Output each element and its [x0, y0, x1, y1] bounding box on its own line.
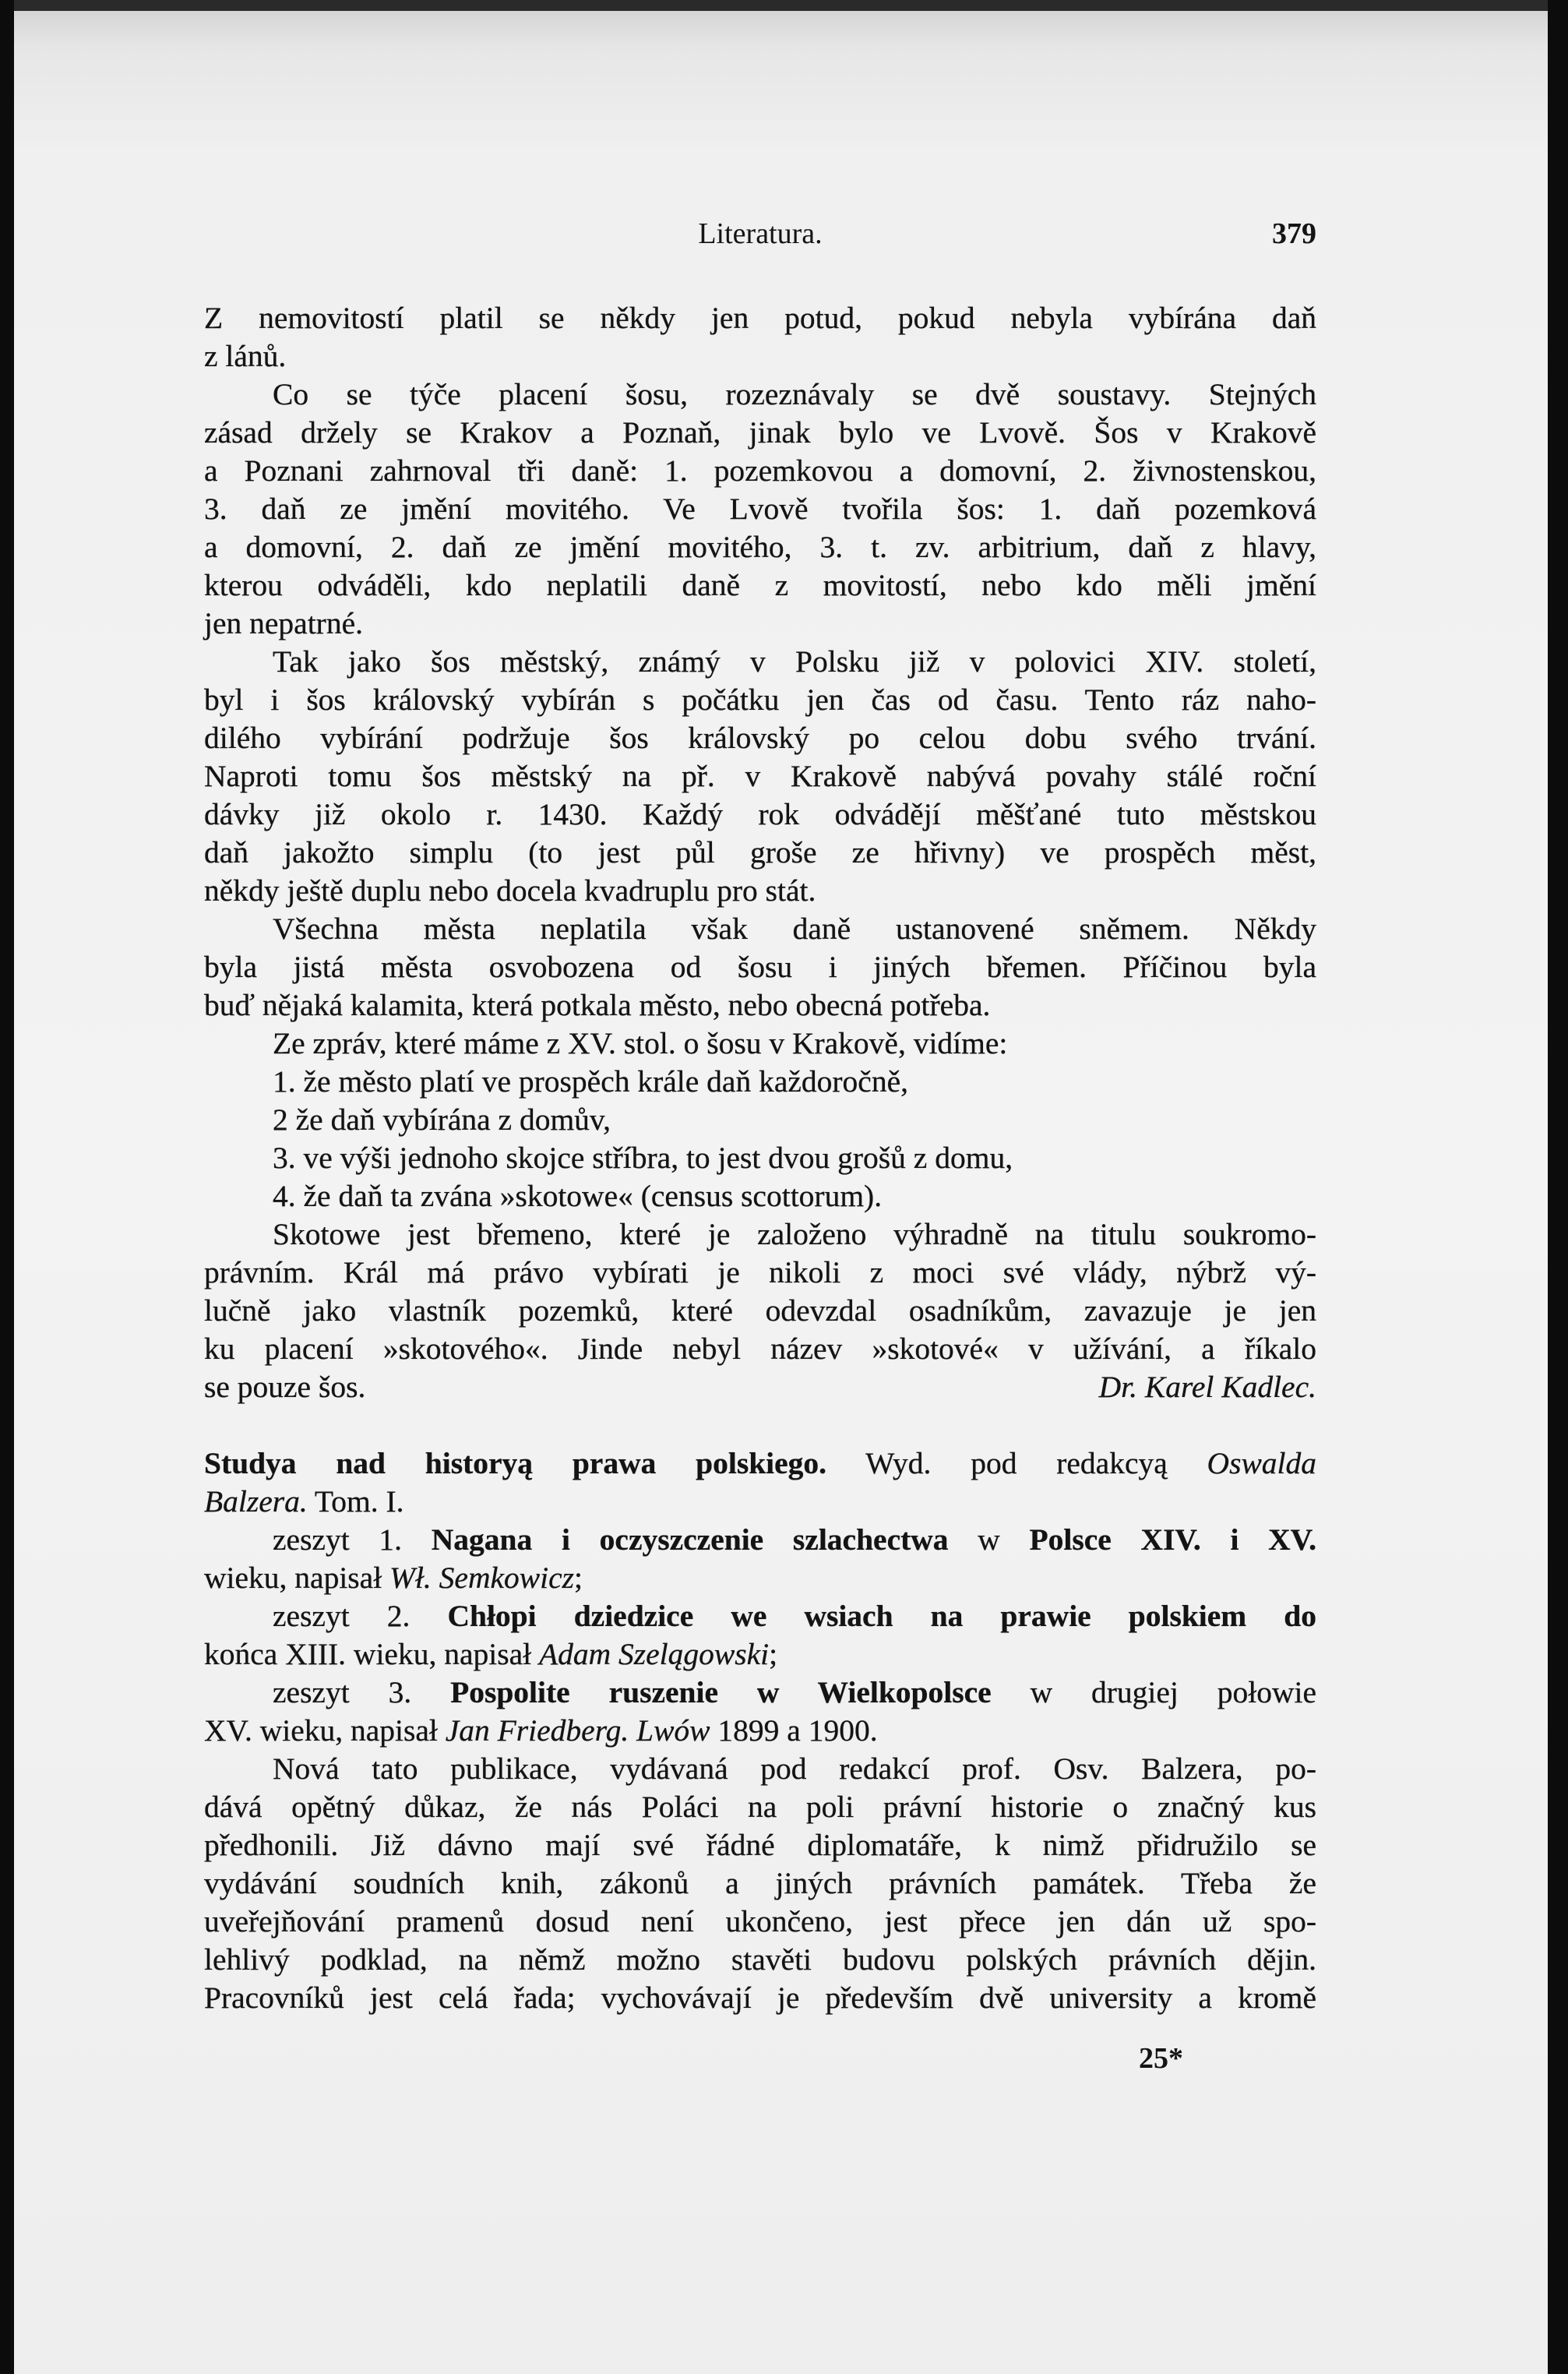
text-line	[204, 909, 1316, 948]
text-segment: se pouze šos.	[204, 1370, 366, 1404]
text-segment: lehlivý podklad, na němž možno stavěti budovu polských právních dějin.	[204, 1942, 1316, 1977]
text-segment: zeszyt 3.	[273, 1675, 451, 1709]
text-line	[204, 1062, 1316, 1101]
italic-text: Jan Friedberg. Lwów	[445, 1713, 710, 1748]
text-line	[204, 718, 1316, 757]
text-line	[204, 1215, 1316, 1254]
text-line	[204, 298, 1316, 337]
text-line	[204, 795, 1316, 834]
text-segment: lučně jako vlastník pozemků, které odevzdal osadníkům, zavazuje je jen	[204, 1293, 1316, 1328]
text-segment: 4. že daň ta zvána »skotowe« (census scottorum).	[273, 1179, 883, 1213]
text-line	[204, 1024, 1316, 1063]
text-segment: ;	[574, 1561, 583, 1595]
italic-text: Wł. Semkowicz	[389, 1561, 574, 1595]
text-line	[204, 451, 1316, 490]
text-segment: Skotowe jest břemeno, které je založeno výhradně na titulu soukromo-	[273, 1217, 1316, 1251]
text-line	[204, 1673, 1316, 1712]
text-segment: XV. wieku, napisał	[204, 1713, 446, 1748]
text-line	[204, 1176, 1316, 1215]
text-line	[204, 757, 1316, 795]
author-signature: Dr. Karel Kadlec.	[1098, 1370, 1316, 1404]
text-line	[204, 1138, 1316, 1177]
italic-text: Balzera.	[204, 1484, 308, 1519]
text-segment: kterou odváděli, kdo neplatili daně z movitostí, nebo kdo měli jmění	[204, 568, 1316, 602]
text-segment: uveřejňování pramenů dosud není ukončeno, jest přece jen dán už spo-	[204, 1904, 1316, 1938]
signature-mark: 25*	[1139, 2042, 1183, 2075]
text-line	[204, 1749, 1316, 1788]
text-line	[204, 604, 1316, 643]
text-line	[204, 1940, 1316, 1979]
page-number: 379	[1272, 217, 1316, 250]
text-line	[204, 1596, 1316, 1635]
text-line	[204, 1864, 1316, 1903]
bold-text: Nagana i oczyszczenie szlachectwa	[431, 1522, 949, 1557]
text-segment: w	[948, 1522, 1030, 1557]
text-segment: końca XIII. wieku, napisał	[204, 1637, 539, 1671]
text-segment: Wyd. pod redakcyą	[826, 1446, 1207, 1480]
text-segment: zásad držely se Krakov a Poznaň, jinak bylo ve Lvově. Šos v Krakově	[204, 415, 1316, 450]
text-line	[204, 680, 1316, 719]
text-line	[204, 375, 1316, 414]
text-segment: Ze zpráv, které máme z XV. stol. o šosu v Krakově, vidíme:	[273, 1026, 1008, 1060]
text-line	[204, 1520, 1316, 1559]
text-line	[204, 1558, 1316, 1597]
text-segment: Co se týče placení šosu, rozeznávaly se dvě soustavy. Stejných	[273, 377, 1316, 411]
text-line	[204, 527, 1316, 566]
text-segment: 3. ve výši jednoho skojce stříbra, to jest dvou grošů z domu,	[273, 1141, 1013, 1175]
text-line	[204, 1444, 1316, 1483]
text-segment: byla jistá města osvobozena od šosu i jiných břemen. Příčinou byla	[204, 950, 1316, 984]
text-segment: dává opětný důkaz, že nás Poláci na poli právní historie o značný kus	[204, 1790, 1316, 1824]
text-line	[204, 1253, 1316, 1292]
text-line	[204, 413, 1316, 452]
text-segment: Všechna města neplatila však daně ustanovené sněmem. Někdy	[273, 912, 1316, 946]
text-line	[204, 871, 1316, 910]
text-segment: jen nepatrné.	[204, 606, 363, 640]
text-segment: Pracovníků jest celá řada; vychovávají je především dvě university a kromě	[204, 1981, 1316, 2015]
text-segment: předhonili. Již dávno mají své řádné diplomatáře, k nimž přidružilo se	[204, 1828, 1316, 1862]
text-line	[204, 1482, 1316, 1521]
bold-text: Pospolite ruszenie w Wielkopolsce	[450, 1675, 992, 1709]
text-segment: a Poznani zahrnoval tři daně: 1. pozemkovou a domovní, 2. živnostenskou,	[204, 453, 1316, 488]
text-segment: wieku, napisał	[204, 1561, 390, 1595]
text-segment: Tom. I.	[307, 1484, 404, 1519]
page-header	[204, 217, 1316, 254]
text-segment: zeszyt 2.	[273, 1599, 448, 1633]
text-segment: z lánů.	[204, 339, 287, 373]
scan-right-border	[1548, 0, 1568, 2374]
text-line	[204, 1291, 1316, 1330]
text-segment: právním. Král má právo vybírati je nikoli z moci své vlády, nýbrž vý-	[204, 1255, 1316, 1289]
text-segment: 1. že město platí ve prospěch krále daň každoročně,	[273, 1064, 908, 1099]
italic-text: Oswalda	[1207, 1446, 1317, 1480]
bold-text: Polsce XIV. i XV.	[1029, 1522, 1316, 1557]
text-line	[204, 1635, 1316, 1674]
text-line	[204, 1329, 1316, 1368]
text-segment: zeszyt 1.	[273, 1522, 432, 1557]
text-segment: byl i šos královský vybírán s počátku jen čas od času. Tento ráz naho-	[204, 683, 1316, 717]
scan-top-edge	[0, 0, 1568, 11]
text-line	[204, 1367, 1316, 1406]
text-segment: dávky již okolo r. 1430. Každý rok odvádějí měšťané tuto městskou	[204, 797, 1316, 831]
text-segment: ;	[769, 1637, 778, 1671]
text-line	[204, 833, 1316, 872]
text-line	[204, 337, 1316, 376]
text-segment: daň jakožto simplu (to jest půl groše ze hřivny) ve prospěch měst,	[204, 835, 1316, 870]
text-segment: 1899 a 1900.	[710, 1713, 878, 1748]
text-line	[204, 986, 1316, 1025]
text-segment: 2 že daň vybírána z domův,	[273, 1102, 611, 1137]
text-line	[204, 1787, 1316, 1826]
text-segment: dilého vybírání podržuje šos královský po celou dobu svého trvání.	[204, 721, 1316, 755]
text-segment: Z nemovitostí platil se někdy jen potud, pokud nebyla vybírána daň	[204, 301, 1316, 335]
text-line	[204, 642, 1316, 681]
text-segment: ku placení »skotového«. Jinde nebyl název »skotové« v užívání, a říkalo	[204, 1332, 1316, 1366]
text-line	[204, 1902, 1316, 1941]
text-line	[204, 566, 1316, 605]
text-line	[204, 1825, 1316, 1864]
text-segment: Tak jako šos městský, známý v Polsku již v polovici XIV. století,	[273, 644, 1316, 679]
text-segment: Nová tato publikace, vydávaná pod redakcí prof. Osv. Balzera, po-	[273, 1751, 1316, 1786]
text-segment: a domovní, 2. daň ze jmění movitého, 3. t. zv. arbitrium, daň z hlavy,	[204, 530, 1316, 564]
text-line	[204, 947, 1316, 986]
text-segment: Naproti tomu šos městský na př. v Krakově nabývá povahy stálé roční	[204, 759, 1316, 793]
text-line	[204, 1978, 1316, 2017]
text-line	[204, 1711, 1316, 1750]
text-line	[204, 1100, 1316, 1139]
text-segment: někdy ještě duplu nebo docela kvadruplu pro stát.	[204, 873, 816, 908]
scan-left-border	[0, 0, 14, 2374]
running-title: Literatura.	[698, 217, 823, 250]
text-segment: vydávání soudních knih, zákonů a jiných právních památek. Třeba že	[204, 1866, 1316, 1900]
italic-text: Adam Szelągowski	[538, 1637, 770, 1671]
text-line	[204, 489, 1316, 528]
text-segment: buď nějaká kalamita, která potkala město, nebo obecná potřeba.	[204, 988, 991, 1022]
bold-text: Chłopi dziedzice we wsiach na prawie polskiem do	[447, 1599, 1316, 1633]
text-segment: 3. daň ze jmění movitého. Ve Lvově tvořila šos: 1. daň pozemková	[204, 492, 1316, 526]
bold-text: Studya nad historyą prawa polskiego.	[204, 1446, 827, 1480]
text-segment: w drugiej połowie	[991, 1675, 1316, 1709]
